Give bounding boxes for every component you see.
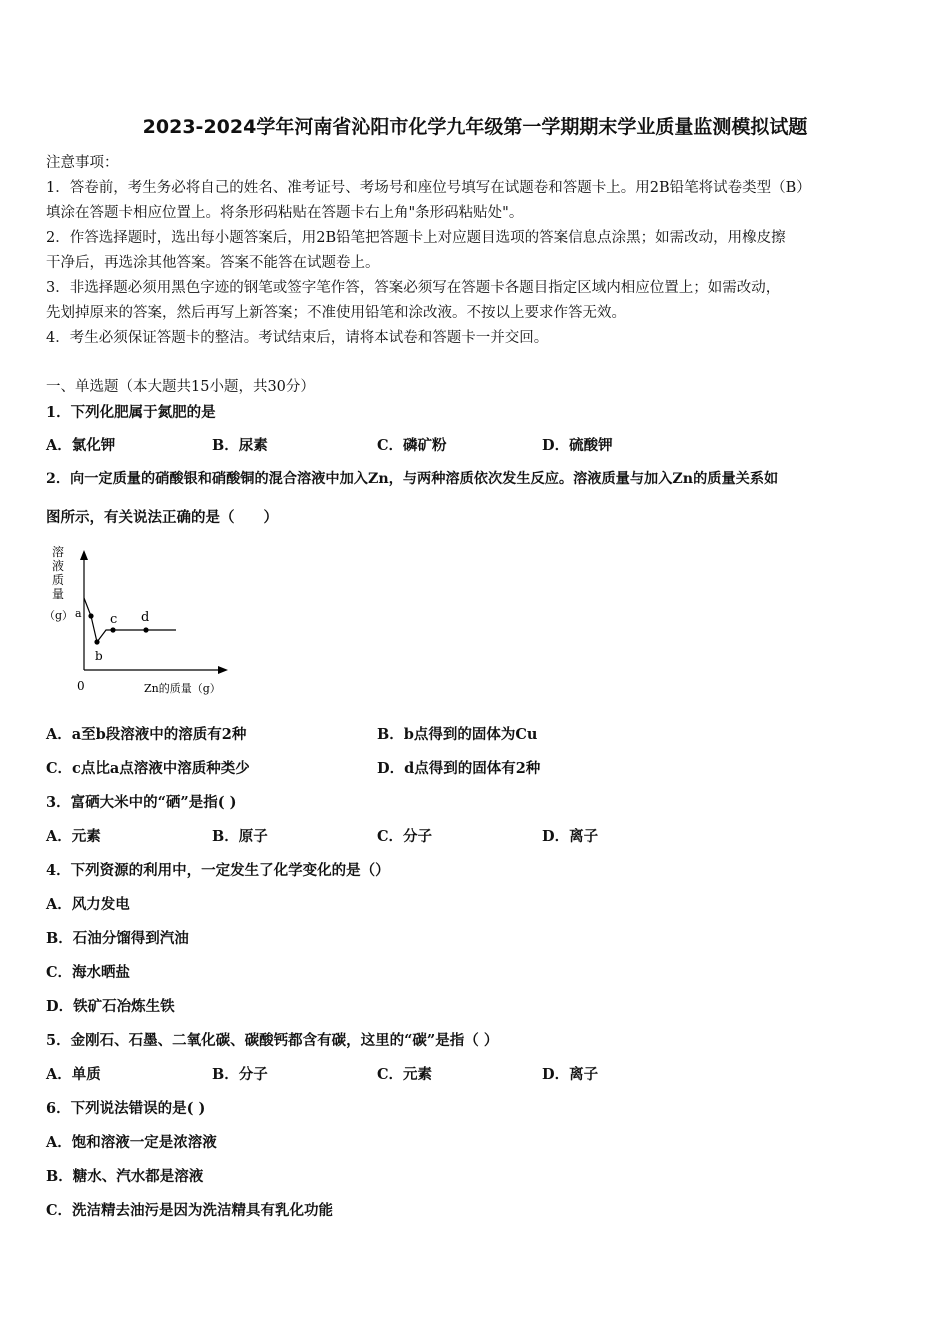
point-b-label: b — [95, 649, 103, 663]
q6-option-c: C．洗洁精去油污是因为洗洁精具有乳化功能 — [46, 1202, 334, 1219]
q4-option-c: C．海水晒盐 — [46, 964, 131, 981]
question-3-stem: 3．富硒大米中的“硒”是指( ) — [46, 794, 237, 811]
y-unit-label: （g） — [44, 609, 74, 622]
q3-option-d: D．离子 — [542, 828, 599, 845]
notice-heading: 注意事项： — [46, 155, 119, 171]
q1-option-d: D．硫酸钾 — [542, 437, 613, 454]
page-title: 2023-2024学年河南省沁阳市化学九年级第一学期期末学业质量监测模拟试题 — [142, 116, 808, 138]
point-a — [88, 613, 93, 618]
q3-option-a: A．元素 — [46, 828, 101, 845]
question-4-stem: 4．下列资源的利用中，一定发生了化学变化的是（） — [46, 862, 390, 879]
notice-line: 4．考生必须保证答题卡的整洁。考试结束后，请将本试卷和答题卡一并交回。 — [46, 330, 549, 346]
mass-curve — [84, 598, 176, 642]
origin-label: 0 — [77, 679, 85, 693]
q4-option-d: D．铁矿石冶炼生铁 — [46, 998, 175, 1015]
q2-option-d: D．d点得到的固体有2种 — [377, 760, 541, 777]
q4-option-b: B．石油分馏得到汽油 — [46, 930, 189, 947]
y-label-char: 溶 — [52, 545, 65, 559]
notice-line: 1．答卷前，考生务必将自己的姓名、准考证号、考场号和座位号填写在试题卷和答题卡上。用2B铅笔将试卷类型（B） — [46, 180, 811, 196]
y-axis-arrow-icon — [80, 550, 88, 560]
mass-graph — [40, 542, 250, 704]
question-1-stem: 1．下列化肥属于氮肥的是 — [46, 404, 216, 421]
question-5-stem: 5．金刚石、石墨、二氧化碳、碳酸钙都含有碳，这里的“碳”是指（ ） — [46, 1032, 499, 1049]
y-label-char: 液 — [52, 559, 65, 573]
notice-line: 3．非选择题必须用黑色字迹的钢笔或签字笔作答，答案必须写在答题卡各题目指定区域内相应位置上；如需改动， — [46, 280, 781, 296]
question-6-stem: 6．下列说法错误的是( ) — [46, 1100, 206, 1117]
q5-option-a: A．单质 — [46, 1066, 101, 1083]
q5-option-d: D．离子 — [542, 1066, 599, 1083]
section-heading: 一、单选题（本大题共15小题，共30分） — [46, 379, 315, 395]
point-d — [143, 627, 148, 632]
notice-line: 干净后，再选涂其他答案。答案不能答在试题卷上。 — [46, 255, 380, 271]
y-label-char: 量 — [52, 587, 65, 601]
q5-option-c: C．元素 — [377, 1066, 433, 1083]
x-axis-arrow-icon — [218, 666, 228, 674]
x-axis-label: Zn的质量（g） — [144, 682, 221, 695]
q2-option-c: C．c点比a点溶液中溶质种类少 — [46, 760, 250, 777]
notice-line: 填涂在答题卡相应位置上。将条形码粘贴在答题卡右上角"条形码粘贴处"。 — [46, 205, 524, 221]
notice-line: 先划掉原来的答案，然后再写上新答案；不准使用铅笔和涂改液。不按以上要求作答无效。 — [46, 305, 626, 321]
q3-option-c: C．分子 — [377, 828, 433, 845]
q2-option-a: A．a至b段溶液中的溶质有2种 — [46, 726, 247, 743]
question-2-stem-line2: 图所示，有关说法正确的是（ ） — [46, 509, 278, 526]
q6-option-a: A．饱和溶液一定是浓溶液 — [46, 1134, 217, 1151]
point-a-label: a — [75, 607, 82, 620]
point-d-label: d — [141, 610, 150, 625]
q5-option-b: B．分子 — [212, 1066, 268, 1083]
point-c — [110, 627, 115, 632]
point-b — [94, 639, 99, 644]
q3-option-b: B．原子 — [212, 828, 268, 845]
q2-option-b: B．b点得到的固体为Cu — [377, 726, 538, 743]
q1-option-c: C．磷矿粉 — [377, 437, 447, 454]
q1-option-b: B．尿素 — [212, 437, 268, 454]
q6-option-b: B．糖水、汽水都是溶液 — [46, 1168, 204, 1185]
q1-option-a: A．氯化钾 — [46, 437, 116, 454]
q4-option-a: A．风力发电 — [46, 896, 130, 913]
y-label-char: 质 — [52, 573, 65, 587]
question-2-stem-line1: 2．向一定质量的硝酸银和硝酸铜的混合溶液中加入Zn，与两种溶质依次发生反应。溶液质量与加入Zn的质量关系如 — [46, 471, 779, 487]
notice-line: 2．作答选择题时，选出每小题答案后，用2B铅笔把答题卡上对应题目选项的答案信息点涂黑；如需改动，用橡皮擦 — [46, 230, 786, 246]
point-c-label: c — [110, 612, 118, 627]
